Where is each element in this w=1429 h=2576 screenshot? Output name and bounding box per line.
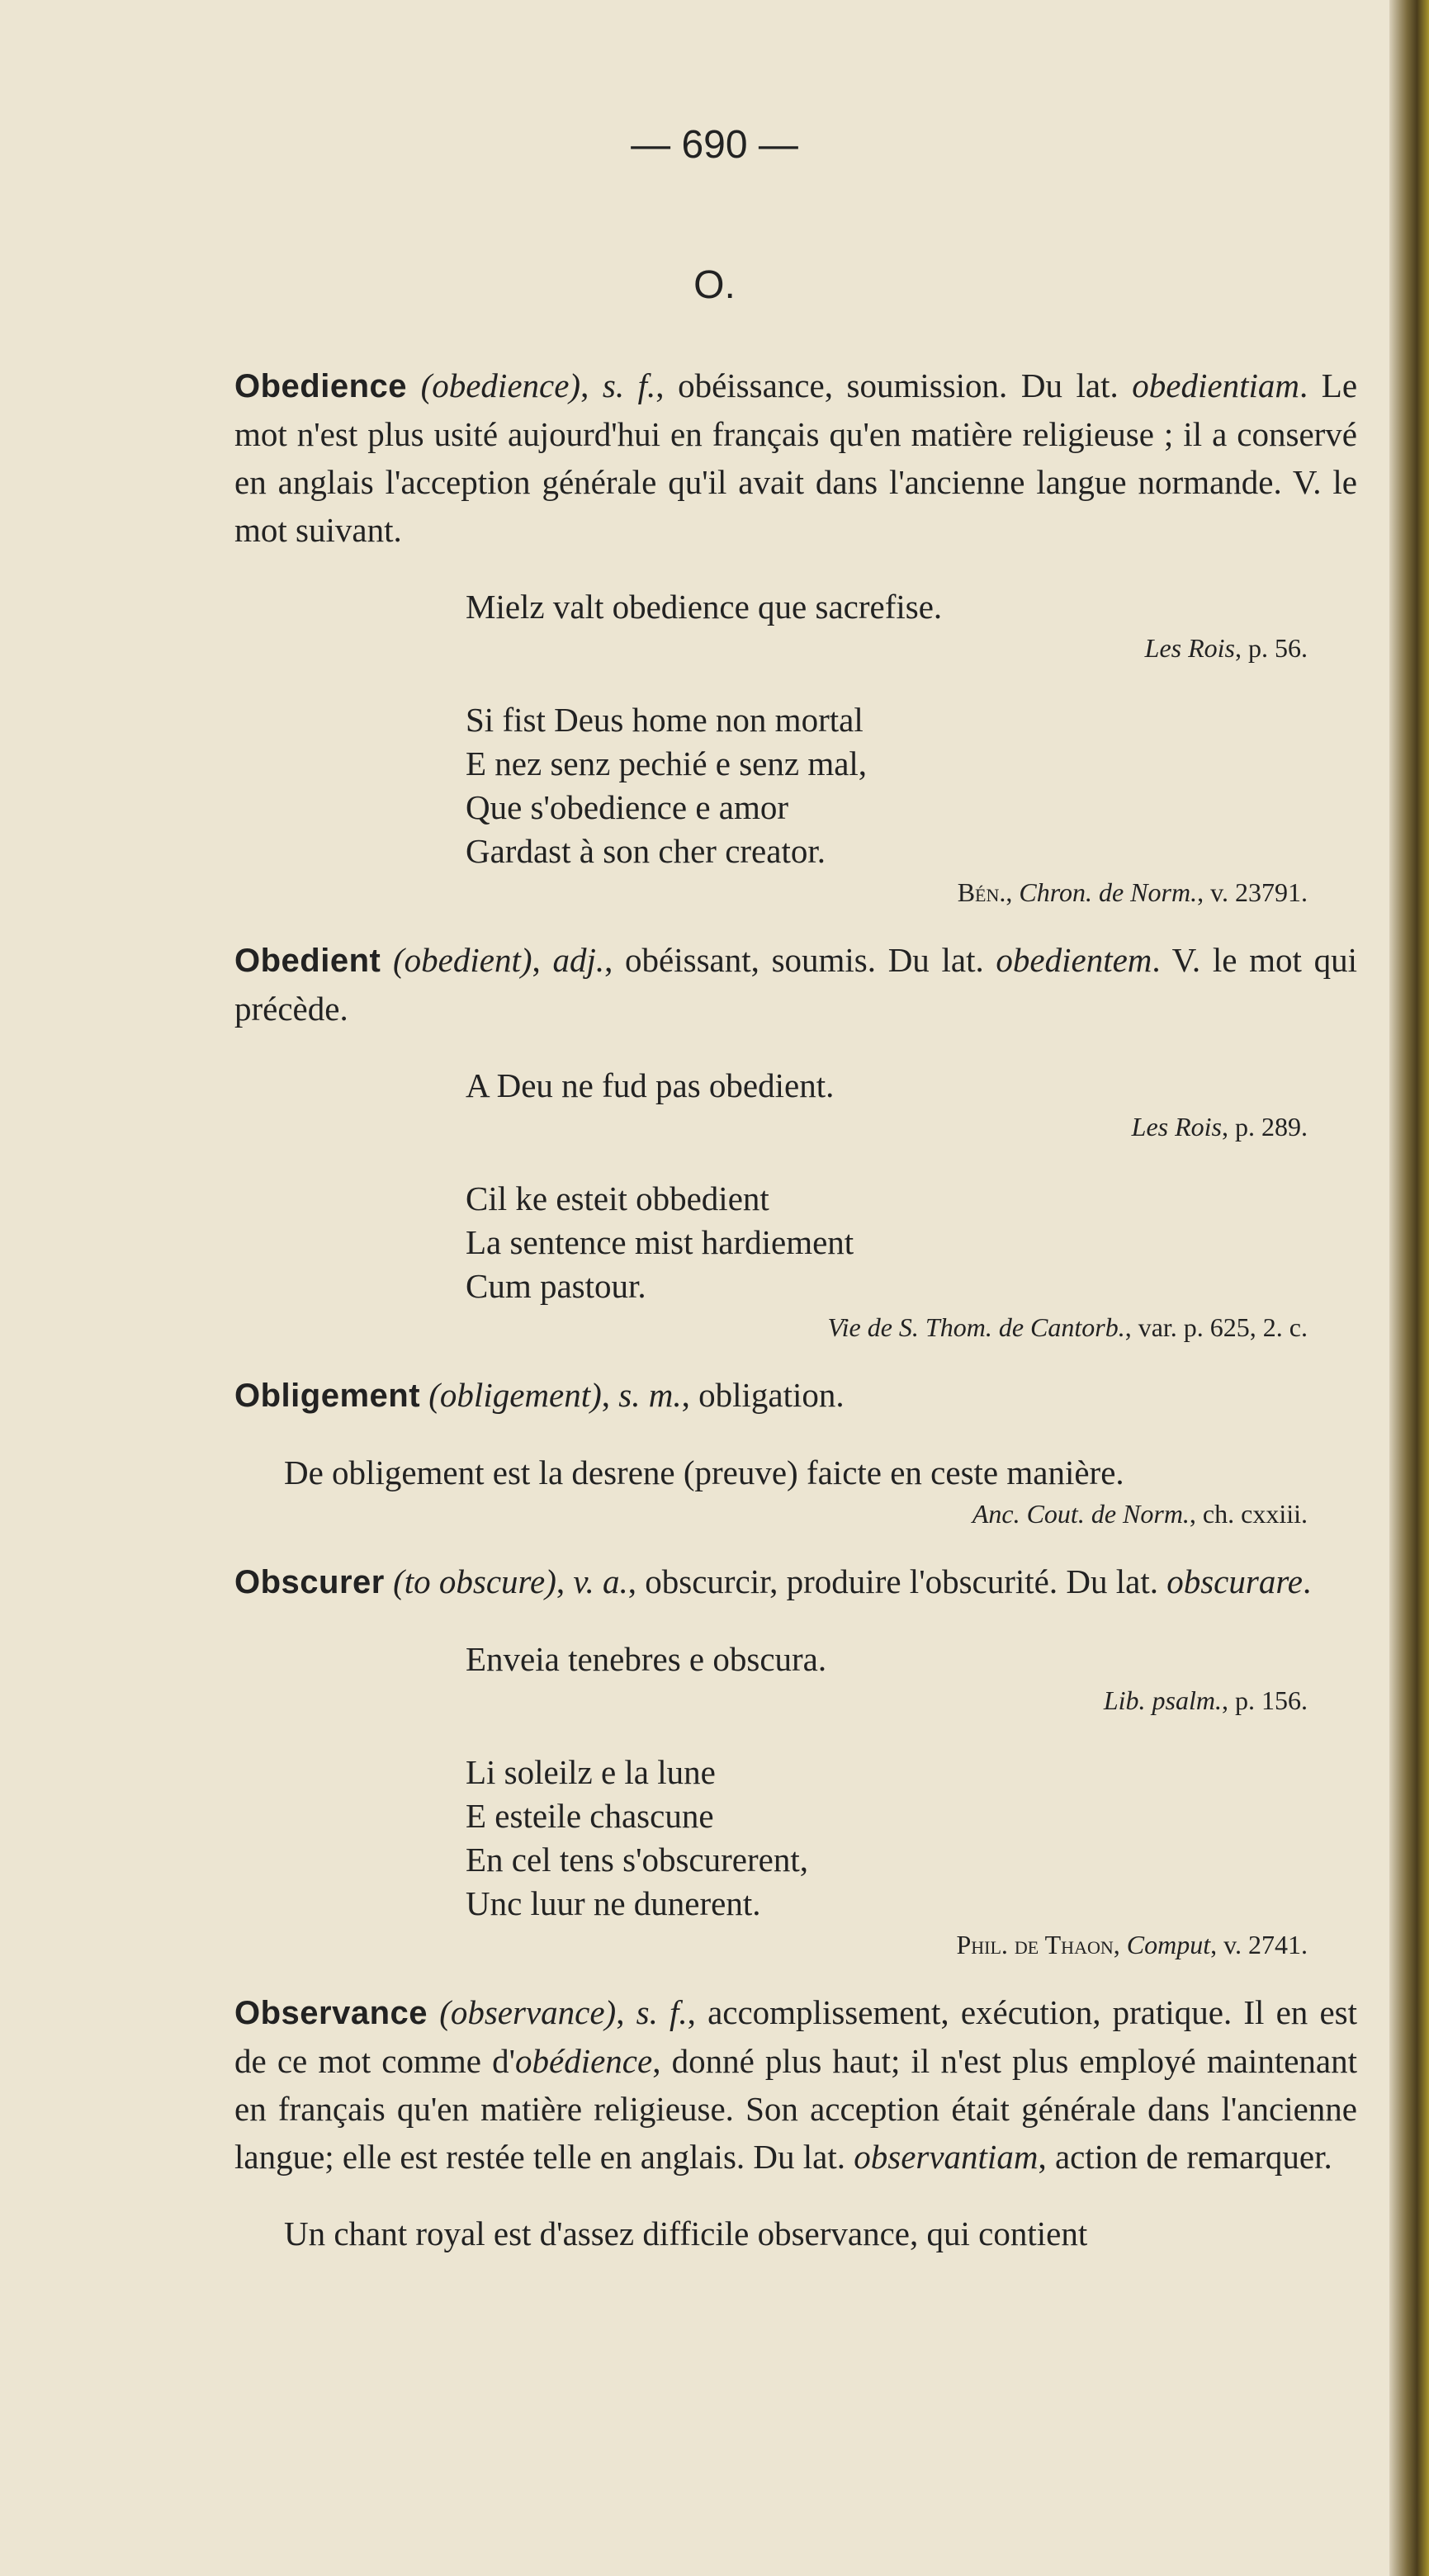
citation-line: Que s'obedience e amor xyxy=(466,788,789,826)
entry-latin: observantiam xyxy=(854,2138,1039,2176)
citation-line: E esteile chascune xyxy=(466,1797,714,1835)
citation-block xyxy=(466,1064,1357,1146)
citation-title: Anc. Cout. de Norm. xyxy=(972,1499,1190,1529)
entry-english-form: (obligement) xyxy=(428,1376,602,1414)
entry-paragraph: Obedience (obedience), s. f., obéissance, soumission. Du lat. obedientiam. Le mot n'est plus usité aujourd'hui en français qu'en matière religieuse ; il a conservé en anglais l'acception générale qu'il avait dans l'ancienne langue normande. V. le mot suivant. xyxy=(234,366,1358,549)
entry-grammar: s. f. xyxy=(602,366,656,404)
citation-title: Lib. psalm. xyxy=(1103,1685,1222,1715)
entry-definition-cont: . xyxy=(1302,1562,1312,1600)
citation-block xyxy=(466,1177,1357,1346)
entry-grammar: adj. xyxy=(552,941,605,979)
entry-paragraph: Observance (observance), s. f., accomplissement, exécution, pratique. Il en est de ce mot comme d'obédience, donné plus haut; il n'est plus employé maintenant en français qu'en matière religieuse. Son acception était générale dans l'ancienne langue; elle est restée telle en anglais. Du lat. observantiam, action de remarquer. xyxy=(234,1993,1357,2176)
citation-title: Comput xyxy=(1126,1930,1211,1959)
entry-english-form: (obedience) xyxy=(420,366,581,404)
entry-grammar: s. f. xyxy=(636,1993,688,2031)
citation-reference: , p. 156. xyxy=(1222,1685,1308,1715)
entry-english-form: (to obscure) xyxy=(393,1562,556,1600)
citation-block xyxy=(284,1451,1357,1533)
entry-definition-cont: . V. le mot qui précède. xyxy=(234,941,1357,1028)
citation-line: Enveia tenebres e obscura. xyxy=(466,1640,827,1678)
citation-title: Les Rois xyxy=(1144,633,1235,663)
citation-source xyxy=(466,873,1357,911)
citation-reference: , var. p. 625, 2. c. xyxy=(1124,1312,1308,1342)
entry-latin: obedientiam xyxy=(1132,366,1299,404)
entry-english-form: (obedient) xyxy=(393,941,532,979)
entry-latin: obscurare xyxy=(1166,1562,1303,1600)
entry-definition: , obscurcir, produire l'obscurité. Du lat. xyxy=(627,1562,1167,1600)
citation-block xyxy=(466,1638,1357,1719)
citation-reference: , v. 2741. xyxy=(1210,1930,1308,1959)
citation-line: A Deu ne fud pas obedient. xyxy=(466,1066,835,1104)
citation-reference: , v. 23791. xyxy=(1197,877,1308,907)
entry-latin: obédience xyxy=(515,2042,653,2080)
citation-title: Chron. de Norm. xyxy=(1019,877,1198,907)
entry-english-form: (observance) xyxy=(439,1993,617,2031)
page-number: — 690 — xyxy=(631,123,798,167)
entry-definition: , accomplissement, exécution, pratique. Il en est de ce mot comme d' xyxy=(234,1993,1357,2080)
citation-reference: , p. 289. xyxy=(1222,1112,1308,1141)
citation-line: De obligement est la desrene (preuve) faicte en ceste manière. xyxy=(284,1453,1124,1491)
entry-definition: , obligation. xyxy=(681,1376,845,1414)
citation-line: Gardast à son cher creator. xyxy=(466,832,826,870)
citation-source xyxy=(466,1108,1357,1146)
citation-author: Phil. de Thaon, xyxy=(956,1930,1120,1959)
entry-headword: Obedient xyxy=(234,943,381,979)
entry-headword: Obligement xyxy=(234,1378,421,1414)
entry-grammar: s. m. xyxy=(618,1376,682,1414)
citation-reference: , p. 56. xyxy=(1235,633,1308,663)
citation-block xyxy=(466,698,1357,911)
citation-source xyxy=(466,629,1357,667)
entry-paragraph: Obscurer (to obscure), v. a., obscurcir, produire l'obscurité. Du lat. obscurare. xyxy=(234,1562,1312,1600)
citation-source xyxy=(466,1308,1357,1346)
citation-block xyxy=(284,2212,1357,2256)
citation-author: Bén., xyxy=(957,877,1013,907)
citation-block xyxy=(466,1751,1357,1964)
citation-line: Cil ke esteit obbedient xyxy=(466,1179,769,1217)
entry-paragraph: Obedient (obedient), adj., obéissant, soumis. Du lat. obedientem. V. le mot qui précède. xyxy=(234,941,1357,1028)
citation-line: En cel tens s'obscurerent, xyxy=(466,1841,808,1879)
entry-paragraph: Obligement (obligement), s. m., obligation. xyxy=(234,1376,845,1414)
citation-source xyxy=(466,1681,1357,1719)
citation-line: Si fist Deus home non mortal xyxy=(466,701,864,739)
citation-source xyxy=(284,1495,1357,1533)
citation-line: Li soleilz e la lune xyxy=(466,1753,716,1791)
citation-line: Un chant royal est d'assez difficile observance, qui contient xyxy=(284,2214,1088,2252)
entry-headword: Obscurer xyxy=(234,1564,385,1600)
entry-definition-cont: , action de remarquer. xyxy=(1038,2138,1332,2176)
entry-latin: obedientem xyxy=(996,941,1152,979)
citation-title: Les Rois xyxy=(1131,1112,1222,1141)
citation-line: La sentence mist hardiement xyxy=(466,1223,854,1261)
entry-grammar: v. a. xyxy=(573,1562,628,1600)
citation-block xyxy=(466,585,1357,667)
citation-line: Cum pastour. xyxy=(466,1267,646,1305)
dictionary-entries xyxy=(234,362,1357,2281)
entry-headword: Obedience xyxy=(234,368,408,404)
section-letter: O. xyxy=(693,263,736,307)
citation-source xyxy=(466,1926,1357,1964)
citation-line: Unc luur ne dunerent. xyxy=(466,1884,761,1922)
entry-definition-cont: . Le mot n'est plus usité aujourd'hui en français qu'en matière religieuse ; il a conservé en anglais l'acception générale qu'il avait dans l'ancienne langue normande. V. le mot suivant. xyxy=(234,366,1358,549)
entry-definition: , obéissance, soumission. Du lat. xyxy=(655,366,1133,404)
entry-definition-cont: , donné plus haut; il n'est plus employé maintenant en français qu'en matière religieuse. Son acception était générale dans l'ancienne langue; elle est restée telle en anglais. Du lat. xyxy=(234,2042,1357,2176)
citation-title: Vie de S. Thom. de Cantorb. xyxy=(827,1312,1125,1342)
citation-reference: , ch. cxxiii. xyxy=(1189,1499,1308,1529)
citation-line: E nez senz pechié e senz mal, xyxy=(466,744,868,782)
entry-definition: , obéissant, soumis. Du lat. xyxy=(604,941,996,979)
entry-headword: Observance xyxy=(234,1995,428,2031)
citation-line: Mielz valt obedience que sacrefise. xyxy=(466,588,943,626)
